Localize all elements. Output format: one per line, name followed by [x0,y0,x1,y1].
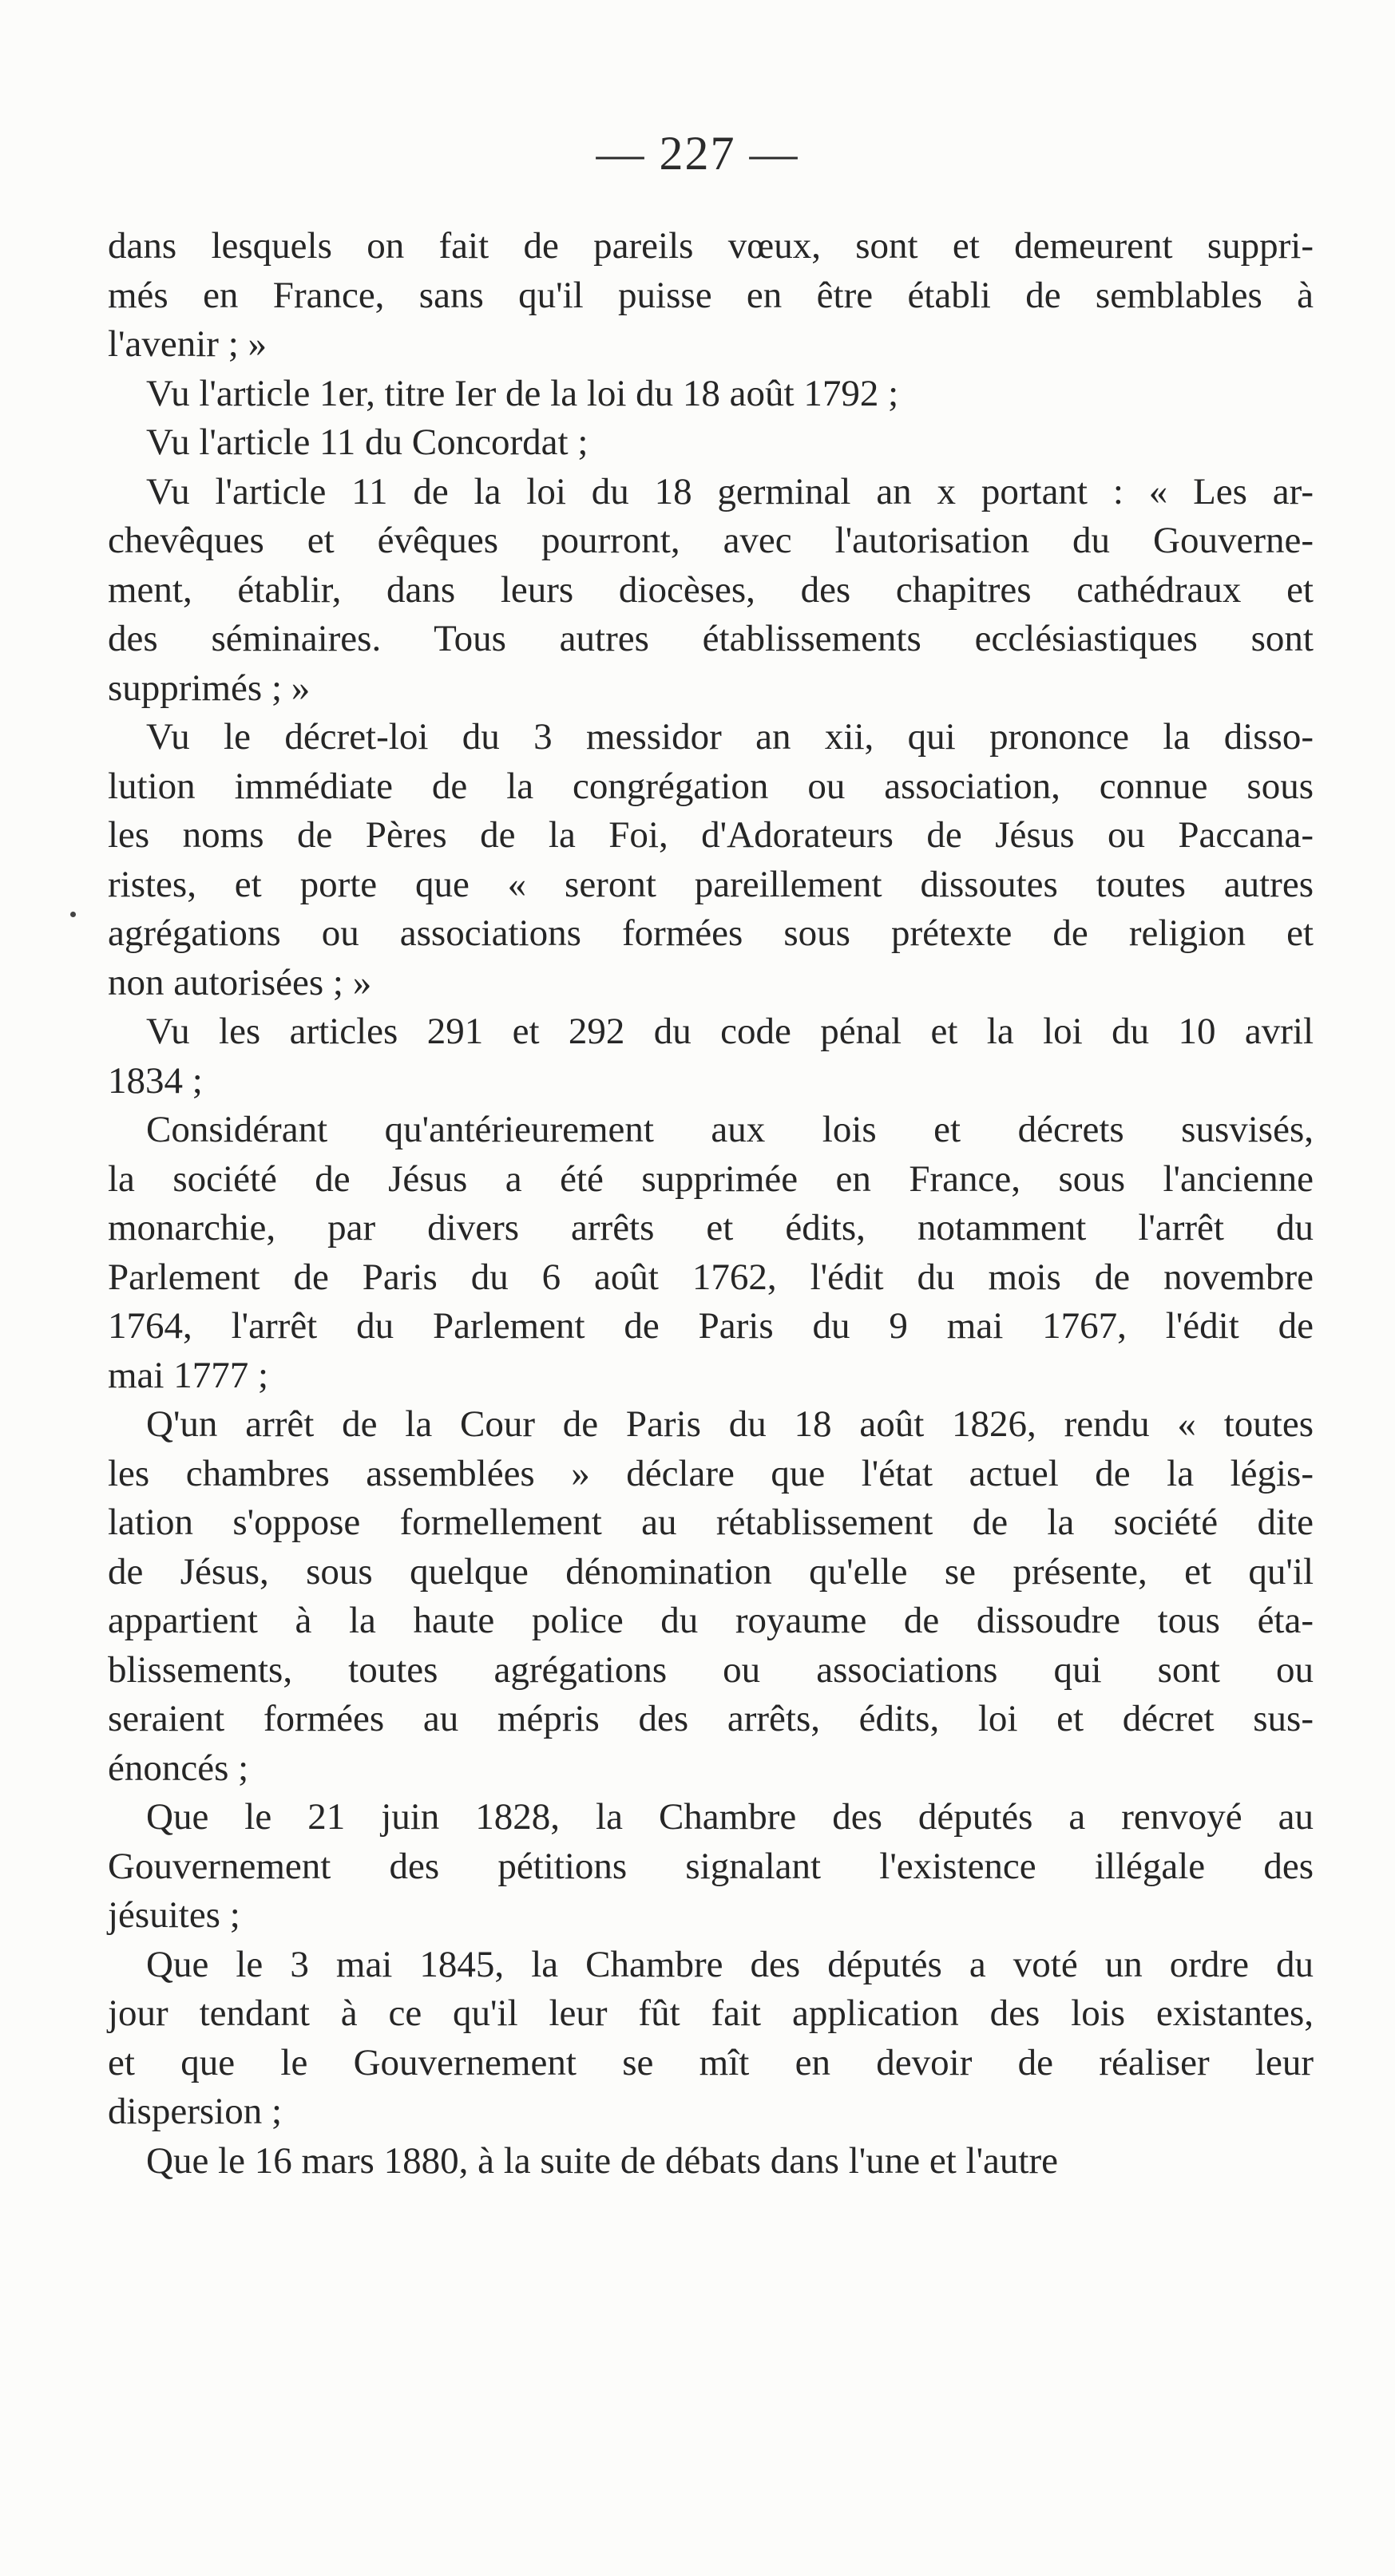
text-line: appartient à la haute police du royaume de dissoudre tous éta- [108,1600,1314,1641]
text-line: jésuites ; [108,1894,240,1936]
text-line: agrégations ou associations formées sous prétexte de religion et [108,912,1314,954]
paragraph [108,1400,1314,1793]
text-line: blissements, toutes agrégations ou associations qui sont ou [108,1648,1314,1691]
text-line: Que le 16 mars 1880, à la suite de débats dans l'une et l'autre [146,2139,1058,2182]
text-line: Vu l'article 11 de la loi du 18 germinal an x portant : « Les ar- [146,470,1314,512]
text-line: des séminaires. Tous autres établissements ecclésiastiques sont [108,618,1314,659]
text-line: seraient formées au mépris des arrêts, édits, loi et décret sus- [108,1698,1314,1739]
text-line: Gouvernement des pétitions signalant l'existence illégale des [108,1845,1314,1887]
text-line: més en France, sans qu'il puisse en être établi de semblables à [108,274,1314,316]
text-line: dans lesquels on fait de pareils vœux, sont et demeurent suppri- [108,225,1314,267]
text-line: non autorisées ; » [108,961,372,1003]
text-line: les chambres assemblées » déclare que l'état actuel de la légis- [108,1452,1314,1494]
text-line: 1834 ; [108,1059,203,1102]
text-line: supprimés ; » [108,667,311,709]
text-line: mai 1777 ; [108,1354,269,1396]
paragraph [108,2137,1314,2186]
page-number: — 227 — [596,127,799,180]
text-line: monarchie, par divers arrêts et édits, notamment l'arrêt du [108,1207,1314,1248]
paragraph [108,713,1314,1007]
text-line: dispersion ; [108,2091,283,2132]
text-line: Que le 3 mai 1845, la Chambre des députés a voté un ordre du [146,1943,1314,1985]
paragraph [108,468,1314,714]
text-line: Que le 21 juin 1828, la Chambre des députés a renvoyé au [146,1796,1314,1838]
text-line: Vu l'article 11 du Concordat ; [146,421,589,463]
text-line: Considérant qu'antérieurement aux lois et décrets susvisés, [146,1109,1314,1150]
paragraph [108,1941,1314,2137]
text-line: et que le Gouvernement se mît en devoir de réaliser leur [108,2041,1314,2083]
text-line: Vu l'article 1er, titre Ier de la loi du 18 août 1792 ; [146,372,899,414]
paragraph [108,1007,1314,1106]
text-line: lation s'oppose formellement au rétablissement de la société dite [108,1502,1314,1543]
text-line: jour tendant à ce qu'il leur fût fait application des lois existantes, [108,1992,1314,2034]
text-line: 1764, l'arrêt du Parlement de Paris du 9 mai 1767, l'édit de [108,1305,1314,1347]
paragraph [108,370,1314,419]
text-line: les noms de Pères de la Foi, d'Adorateurs de Jésus ou Paccana- [108,814,1314,856]
text-line: de Jésus, sous quelque dénomination qu'elle se présente, et qu'il [108,1550,1314,1593]
text-line: ment, établir, dans leurs diocèses, des chapitres cathédraux et [108,568,1314,611]
paragraph [108,418,1314,468]
text-line: Parlement de Paris du 6 août 1762, l'édit du mois de novembre [108,1256,1314,1298]
paragraph [108,1106,1314,1400]
text-line: Vu les articles 291 et 292 du code pénal et la loi du 10 avril [146,1011,1314,1052]
paragraph [108,222,1314,370]
paragraph [108,1793,1314,1941]
text-line: lution immédiate de la congrégation ou association, connue sous [108,765,1314,807]
text-line: chevêques et évêques pourront, avec l'autorisation du Gouverne- [108,520,1314,561]
margin-speck [70,912,76,917]
text-line: la société de Jésus a été supprimée en France, sous l'ancienne [108,1157,1314,1200]
text-line: Vu le décret-loi du 3 messidor an xii, qui prononce la disso- [146,716,1314,758]
text-line: l'avenir ; » [108,323,268,365]
text-line: Q'un arrêt de la Cour de Paris du 18 août 1826, rendu « toutes [146,1403,1314,1445]
text-line: ristes, et porte que « seront pareillement dissoutes toutes autres [108,863,1314,905]
body-text [108,222,1314,2186]
text-line: énoncés ; [108,1747,249,1789]
